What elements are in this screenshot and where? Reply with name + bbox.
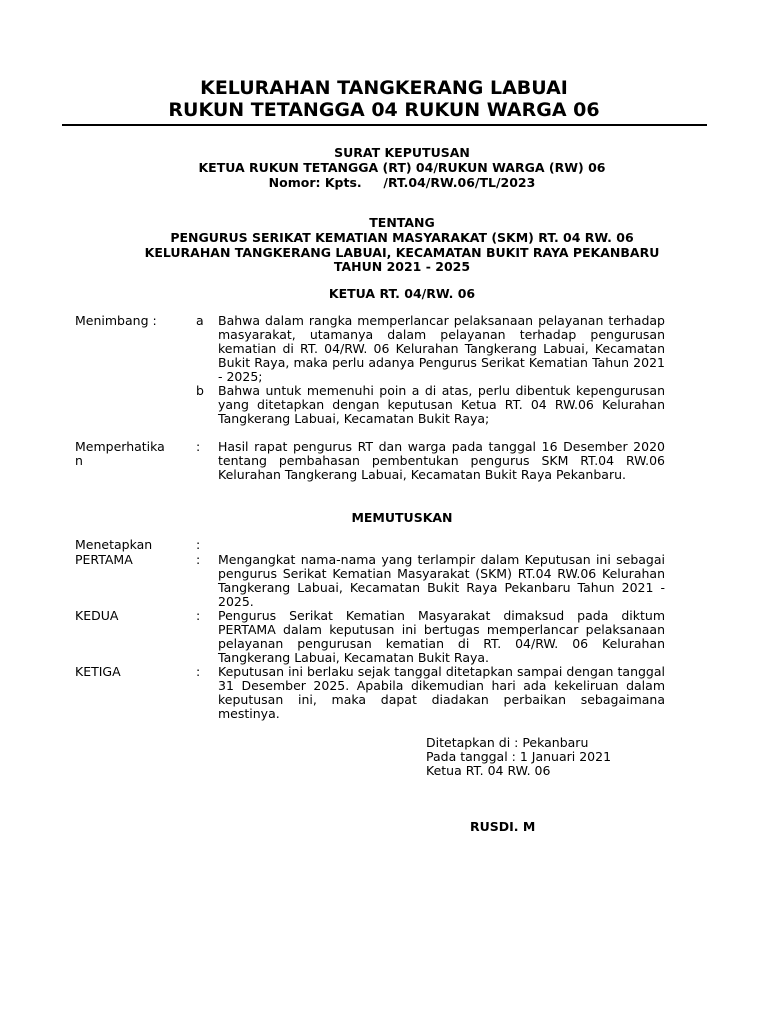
subject-line-1: PENGURUS SERIKAT KEMATIAN MASYARAKAT (SKM) RT. 04 RW. 06 bbox=[170, 230, 634, 245]
decision-text-kedua: Pengurus Serikat Kematian Masyarakat dimaksud pada diktum PERTAMA dalam keputusan ini bertugas memperlancar pelaksanaan pelayanan pengurusan kematian di RT. 04/RW. 06 Kelurahan Tangkerang Labuai, Kecamatan Bukit Raya. bbox=[218, 608, 665, 665]
signatory-name: RUSDI. M bbox=[470, 819, 536, 834]
decision-heading: MEMUTUSKAN bbox=[351, 510, 453, 525]
considering-marker-b: b bbox=[196, 383, 204, 398]
decision-colon-ketiga: : bbox=[196, 664, 201, 679]
decision-colon-kedua: : bbox=[196, 608, 201, 623]
decision-label-kedua: KEDUA bbox=[75, 608, 119, 623]
subject-line-2: KELURAHAN TANGKERANG LABUAI, KECAMATAN BUKIT RAYA PEKANBARU bbox=[144, 245, 660, 260]
subject-label: TENTANG bbox=[369, 215, 435, 230]
header-line-1: KELURAHAN TANGKERANG LABUAI bbox=[200, 77, 568, 99]
establish-label: Menetapkan bbox=[75, 537, 153, 552]
document-type: SURAT KEPUTUSAN bbox=[334, 145, 470, 160]
authority-heading: KETUA RT. 04/RW. 06 bbox=[328, 286, 476, 301]
observing-colon: : bbox=[196, 439, 201, 454]
subject-line-3: TAHUN 2021 - 2025 bbox=[333, 259, 471, 274]
observing-label-line-1: Memperhatika bbox=[75, 439, 165, 454]
signature-date: Pada tanggal : 1 Januari 2021 bbox=[426, 749, 612, 764]
observing-label-line-2: n bbox=[75, 453, 83, 468]
decision-label-pertama: PERTAMA bbox=[75, 552, 133, 567]
header-divider bbox=[62, 124, 707, 126]
observing-text: Hasil rapat pengurus RT dan warga pada tanggal 16 Desember 2020 tentang pembahasan pembentukan pengurus SKM RT.04 RW.06 Kelurahan Tangkerang Labuai, Kecamatan Bukit Raya Pekanbaru. bbox=[218, 439, 665, 482]
decision-text-ketiga: Keputusan ini berlaku sejak tanggal ditetapkan sampai dengan tanggal 31 Desember 2025. Apabila dikemudian hari ada kekeliruan dalam keputusan ini, maka dapat diadakan perbaikan sebagaimana mestinya. bbox=[218, 664, 665, 721]
considering-item-b: Bahwa untuk memenuhi poin a di atas, perlu dibentuk kepengurusan yang ditetapkan dengan keputusan Ketua RT. 04 RW.06 Kelurahan Tangkerang Labuai, Kecamatan Bukit Raya; bbox=[218, 383, 665, 426]
signature-place: Ditetapkan di : Pekanbaru bbox=[426, 735, 589, 750]
document-issuer: KETUA RUKUN TETANGGA (RT) 04/RUKUN WARGA (RW) 06 bbox=[198, 160, 606, 175]
decision-colon-pertama: : bbox=[196, 552, 201, 567]
decision-text-pertama: Mengangkat nama-nama yang terlampir dalam Keputusan ini sebagai pengurus Serikat Kematian Masyarakat (SKM) RT.04 RW.06 Kelurahan Tangkerang Labuai, Kecamatan Bukit Raya Pekanbaru Tahun 2021 - 2025. bbox=[218, 552, 665, 609]
considering-item-a: Bahwa dalam rangka memperlancar pelaksanaan pelayanan terhadap masyarakat, utamanya dalam pelayanan terhadap pengurusan kematian di RT. 04/RW. 06 Kelurahan Tangkerang Labuai, Kecamatan Bukit Raya, maka perlu adanya Pengurus Serikat Kematian Tahun 2021 - 2025; bbox=[218, 313, 665, 384]
considering-label: Menimbang : bbox=[75, 313, 157, 328]
considering-marker-a: a bbox=[196, 313, 204, 328]
signature-position: Ketua RT. 04 RW. 06 bbox=[426, 763, 551, 778]
establish-colon: : bbox=[196, 537, 201, 552]
header-line-2: RUKUN TETANGGA 04 RUKUN WARGA 06 bbox=[168, 99, 600, 121]
decision-label-ketiga: KETIGA bbox=[75, 664, 121, 679]
document-number: Nomor: Kpts. /RT.04/RW.06/TL/2023 bbox=[268, 175, 536, 190]
